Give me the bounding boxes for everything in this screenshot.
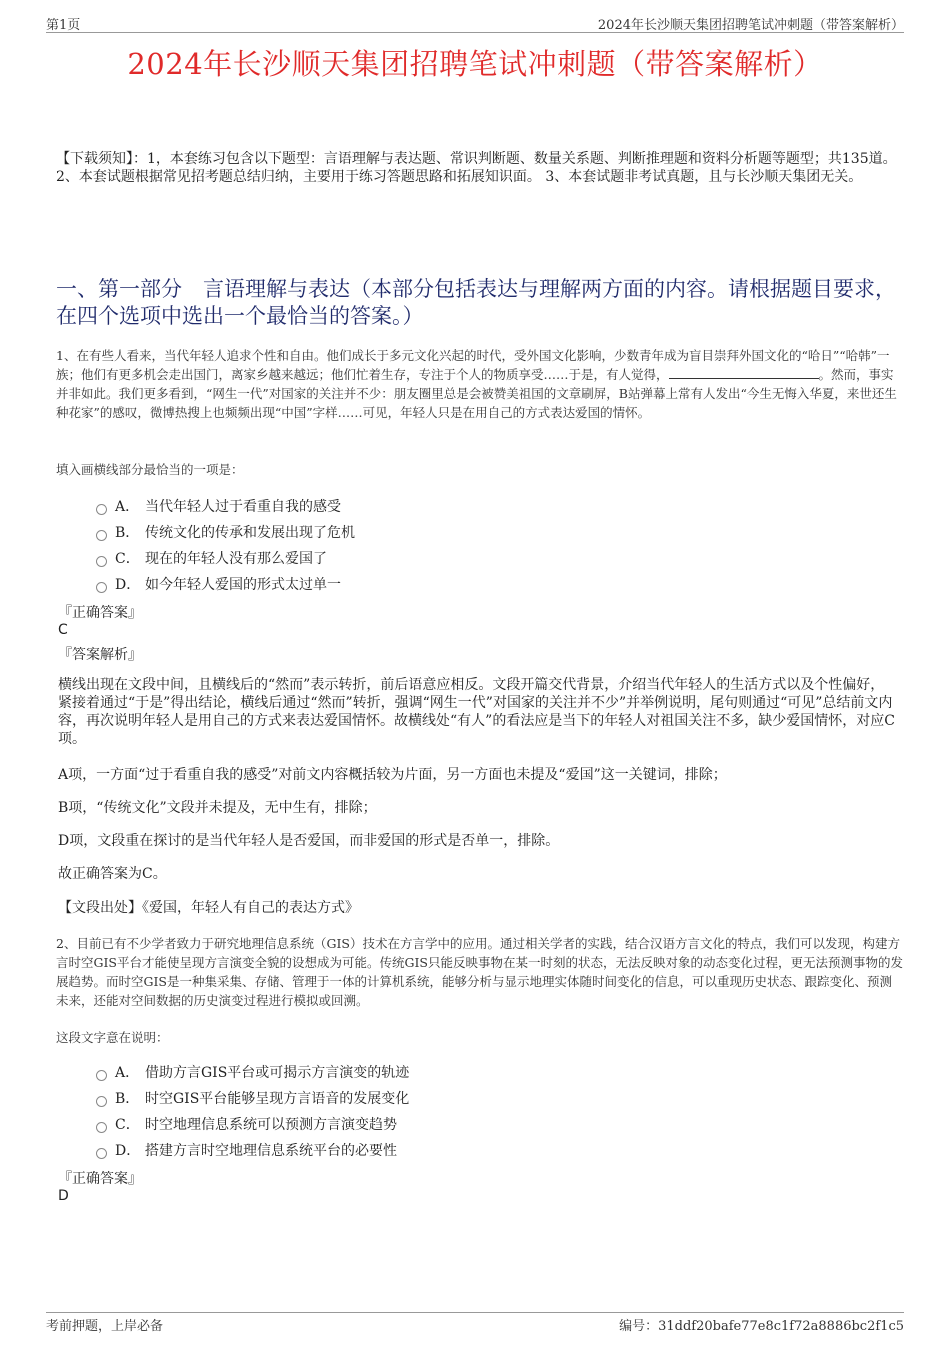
analysis-label: 『答案解析』	[58, 647, 142, 663]
question-1-options	[96, 493, 796, 597]
question-1-stem	[56, 346, 904, 422]
option-a[interactable]	[96, 1059, 796, 1085]
analysis-paragraph: A项，一方面“过于看重自我的感受”对前文内容概括较为片面，另一方面也未提及“爱国”这一关键词，排除；	[58, 767, 727, 783]
radio-icon[interactable]	[96, 582, 107, 593]
page-header	[46, 14, 904, 33]
question-2-options	[96, 1059, 796, 1163]
radio-icon[interactable]	[96, 1070, 107, 1081]
option-letter: B．	[115, 525, 140, 541]
option-d[interactable]	[96, 1137, 796, 1163]
download-notice: 【下载须知】：1，本套练习包含以下题型：言语理解与表达题、常识判断题、数量关系题、判断推理题和资料分析题等题型；共135道。 2、本套试题根据常见招考题总结归纳，主要用于练习答题思路和拓展知识面。 3、本套试题非考试真题，且与长沙顺天集团无关。	[56, 151, 897, 185]
option-text: 当代年轻人过于看重自我的感受	[145, 499, 341, 515]
section-title: 一、第一部分 言语理解与表达（本部分包括表达与理解两方面的内容。请根据题目要求，在四个选项中选出一个最恰当的答案。）	[56, 277, 896, 328]
analysis-paragraph: D项，文段重在探讨的是当代年轻人是否爱国，而非爱国的形式是否单一，排除。	[58, 833, 560, 849]
option-letter: D．	[115, 577, 141, 593]
footer-doc-id: 编号：31ddf20bafe77e8c1f72a8886bc2f1c5	[619, 1319, 904, 1334]
answer-value: D	[58, 1188, 69, 1204]
radio-icon[interactable]	[96, 1122, 107, 1133]
question-1-stem-after: 。然而，事实并非如此。我们更多看到，“网生一代”对国家的关注并不少：朋友圈里总是会被赞美祖国的文章刷屏，B站弹幕上常有人发出“今生无悔入华夏，来世还生种花家”的感叹，微博热搜上也频频出现“中国”字样……可见，年轻人只是在用自己的方式表达爱国的情怀。	[56, 367, 897, 420]
header-doc-title: 2024年长沙顺天集团招聘笔试冲刺题（带答案解析）	[597, 18, 904, 33]
option-c[interactable]	[96, 545, 796, 571]
radio-icon[interactable]	[96, 1148, 107, 1159]
fill-blank	[669, 366, 819, 379]
answer-label: 『正确答案』	[58, 605, 142, 621]
question-2-stem: 2、目前已有不少学者致力于研究地理信息系统（GIS）技术在方言学中的应用。通过相关学者的实践，结合汉语方言文化的特点，我们可以发现，构建方言时空GIS平台才能使呈现方言演变全貌的设想成为可能。传统GIS只能反映事物在某一时刻的状态，无法反映对象的动态变化过程，更无法预测事物的发展趋势。而时空GIS是一种集采集、存储、管理于一体的计算机系统，能够分析与显示地理实体随时间变化的信息，可以重现历史状态、跟踪变化、预测未来，还能对空间数据的历史演变过程进行模拟或回溯。	[56, 936, 903, 1008]
question-1-stem-before: 1、在有些人看来，当代年轻人追求个性和自由。他们成长于多元文化兴起的时代，受外国文化影响，少数青年成为盲目崇拜外国文化的“哈日”“哈韩”一族；他们有更多机会走出国门，离家乡越来越远；他们忙着生存，专注于个人的物质享受……于是，有人觉得，	[56, 348, 890, 382]
option-text: 如今年轻人爱国的形式太过单一	[145, 577, 341, 593]
option-text: 现在的年轻人没有那么爱国了	[145, 551, 327, 567]
option-b[interactable]	[96, 519, 796, 545]
radio-icon[interactable]	[96, 504, 107, 515]
option-b[interactable]	[96, 1085, 796, 1111]
radio-icon[interactable]	[96, 1096, 107, 1107]
option-a[interactable]	[96, 493, 796, 519]
option-text: 时空GIS平台能够呈现方言语音的发展变化	[145, 1091, 410, 1107]
radio-icon[interactable]	[96, 530, 107, 541]
answer-value: C	[58, 622, 68, 638]
option-letter: A．	[115, 1065, 140, 1081]
option-text: 借助方言GIS平台或可揭示方言演变的轨迹	[145, 1065, 410, 1081]
option-letter: B．	[115, 1091, 140, 1107]
option-letter: C．	[115, 551, 140, 567]
analysis-paragraph: B项，“传统文化”文段并未提及，无中生有，排除；	[58, 800, 377, 816]
option-letter: D．	[115, 1143, 141, 1159]
option-letter: C．	[115, 1117, 140, 1133]
question-2-prompt: 这段文字意在说明：	[56, 1030, 169, 1045]
analysis-paragraph: 横线出现在文段中间，且横线后的“然而”表示转折，前后语意应相反。文段开篇交代背景，介绍当代年轻人的生活方式以及个性偏好，紧接着通过“于是”得出结论，横线后通过“然而”转折，强调“网生一代”对国家的关注并不少”并举例说明，尾句则通过“可见”总结前文内容，再次说明年轻人是用自己的方式来表达爱国情怀。故横线处“有人”的看法应是当下的年轻人对祖国关注不多，缺少爱国情怀，对应C项。	[58, 677, 896, 747]
page-footer	[46, 1312, 904, 1333]
page-number: 第1页	[46, 18, 81, 33]
option-text: 时空地理信息系统可以预测方言演变趋势	[145, 1117, 397, 1133]
option-d[interactable]	[96, 571, 796, 597]
option-text: 传统文化的传承和发展出现了危机	[145, 525, 355, 541]
option-c[interactable]	[96, 1111, 796, 1137]
source-paragraph: 【文段出处】《爱国，年轻人有自己的表达方式》	[58, 900, 359, 916]
footer-slogan: 考前押题，上岸必备	[46, 1319, 164, 1334]
option-letter: A．	[115, 499, 140, 515]
question-1-prompt: 填入画横线部分最恰当的一项是：	[56, 462, 244, 477]
analysis-paragraph: 故正确答案为C。	[58, 866, 167, 882]
answer-label: 『正确答案』	[58, 1171, 142, 1187]
option-text: 搭建方言时空地理信息系统平台的必要性	[145, 1143, 397, 1159]
radio-icon[interactable]	[96, 556, 107, 567]
document-title: 2024年长沙顺天集团招聘笔试冲刺题（带答案解析）	[127, 47, 823, 81]
